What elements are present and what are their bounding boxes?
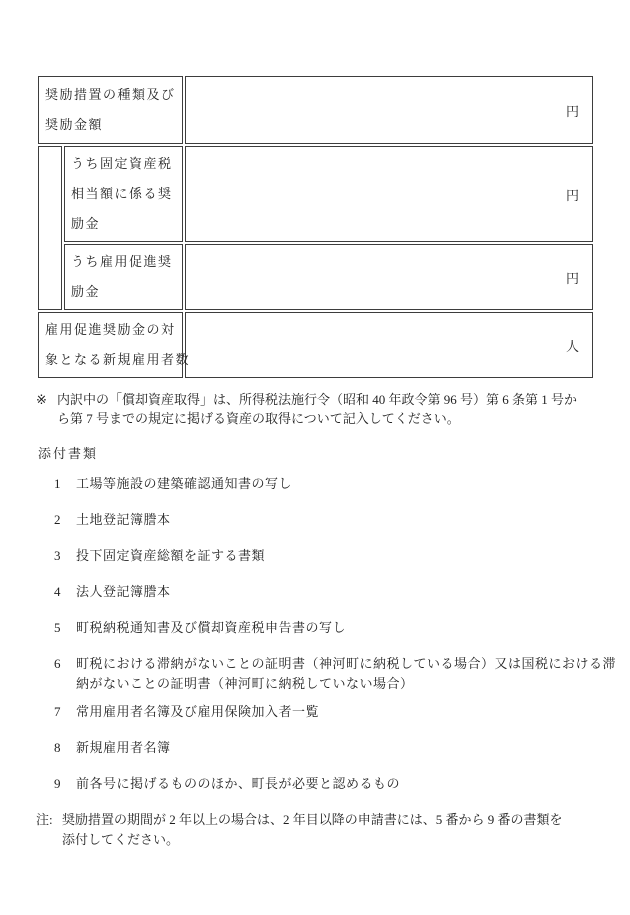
row-label-cell bbox=[64, 244, 183, 310]
amount-field bbox=[185, 244, 593, 310]
asterisk-note bbox=[36, 390, 595, 428]
row-label-cell bbox=[38, 312, 191, 378]
unit-label: 人 bbox=[565, 338, 580, 354]
footnote-label: 注: bbox=[36, 812, 53, 827]
count-field bbox=[185, 312, 593, 378]
row-label-line: 雇用促進奨励金の対 bbox=[45, 322, 176, 337]
table-row-incentive-type bbox=[38, 76, 593, 144]
item-text: 町税納税通知書及び償却資産税申告書の写し bbox=[76, 620, 347, 635]
item-number: 1 bbox=[54, 476, 61, 491]
list-item bbox=[54, 474, 595, 494]
list-item bbox=[54, 774, 595, 794]
row-label-line: うち固定資産税 bbox=[71, 156, 173, 171]
unit-label: 円 bbox=[565, 270, 580, 286]
item-number: 6 bbox=[54, 656, 61, 671]
table-row-property-tax-incentive bbox=[38, 146, 593, 242]
row-label-line: 励金 bbox=[71, 216, 101, 231]
item-number: 3 bbox=[54, 548, 61, 563]
footnote bbox=[36, 810, 595, 850]
item-text: 工場等施設の建築確認通知書の写し bbox=[76, 476, 293, 491]
list-item bbox=[54, 618, 595, 638]
row-label-line: 励金 bbox=[71, 284, 101, 299]
attachments-list bbox=[54, 474, 617, 794]
list-item bbox=[54, 546, 595, 566]
asterisk-marker: ※ bbox=[36, 392, 47, 407]
item-text: 町税における滞納がないことの証明書（神河町に納税している場合）又は国税における滞 bbox=[76, 656, 617, 671]
list-item bbox=[54, 702, 595, 722]
item-text: 前各号に掲げるもののほか、町長が必要と認めるもの bbox=[76, 776, 401, 791]
item-text: 投下固定資産総額を証する書類 bbox=[76, 548, 266, 563]
row-label-line: 象となる新規雇用者数 bbox=[45, 352, 191, 367]
row-label-cell bbox=[64, 146, 183, 242]
indent-spacer-cell bbox=[38, 146, 62, 310]
row-label-line: 奨励金額 bbox=[45, 117, 104, 132]
row-label-cell bbox=[38, 76, 183, 144]
item-number: 7 bbox=[54, 704, 61, 719]
table-row-new-employees bbox=[38, 312, 593, 378]
amount-field bbox=[185, 146, 593, 242]
item-text: 土地登記簿謄本 bbox=[76, 512, 171, 527]
item-number: 2 bbox=[54, 512, 61, 527]
list-item bbox=[54, 582, 595, 602]
row-label-line: うち雇用促進奨 bbox=[71, 254, 173, 269]
item-text: 新規雇用者名簿 bbox=[76, 740, 171, 755]
footnote-line: 添付してください。 bbox=[62, 832, 180, 847]
unit-label: 円 bbox=[565, 187, 580, 203]
note-line: 内訳中の「償却資産取得」は、所得税法施行令（昭和 40 年政令第 96 号）第 6 条第 1 号か bbox=[57, 392, 578, 407]
footnote-line: 奨励措置の期間が 2 年以上の場合は、2 年目以降の申請書には、5 番から 9 番の書類を bbox=[62, 812, 563, 827]
item-number: 8 bbox=[54, 740, 61, 755]
list-item bbox=[54, 738, 595, 758]
item-text: 常用雇用者名簿及び雇用保険加入者一覧 bbox=[76, 704, 320, 719]
item-number: 4 bbox=[54, 584, 61, 599]
incentive-form-table bbox=[36, 74, 595, 380]
amount-field bbox=[185, 76, 593, 144]
row-label-line: 相当額に係る奨 bbox=[71, 186, 173, 201]
item-number: 9 bbox=[54, 776, 61, 791]
footnote-text bbox=[62, 810, 595, 850]
table-row-employment-incentive bbox=[38, 244, 593, 310]
item-text: 法人登記簿謄本 bbox=[76, 584, 171, 599]
unit-label: 円 bbox=[565, 103, 580, 119]
row-label-line: 奨励措置の種類及び bbox=[45, 87, 176, 102]
attachments-heading: 添付書類 bbox=[38, 446, 99, 461]
item-number: 5 bbox=[54, 620, 61, 635]
note-line: ら第 7 号までの規定に掲げる資産の取得について記入してください。 bbox=[57, 411, 460, 426]
list-item bbox=[54, 654, 617, 694]
list-item bbox=[54, 510, 595, 530]
asterisk-note-text bbox=[57, 390, 595, 428]
item-text: 納がないことの証明書（神河町に納税していない場合） bbox=[76, 676, 414, 691]
